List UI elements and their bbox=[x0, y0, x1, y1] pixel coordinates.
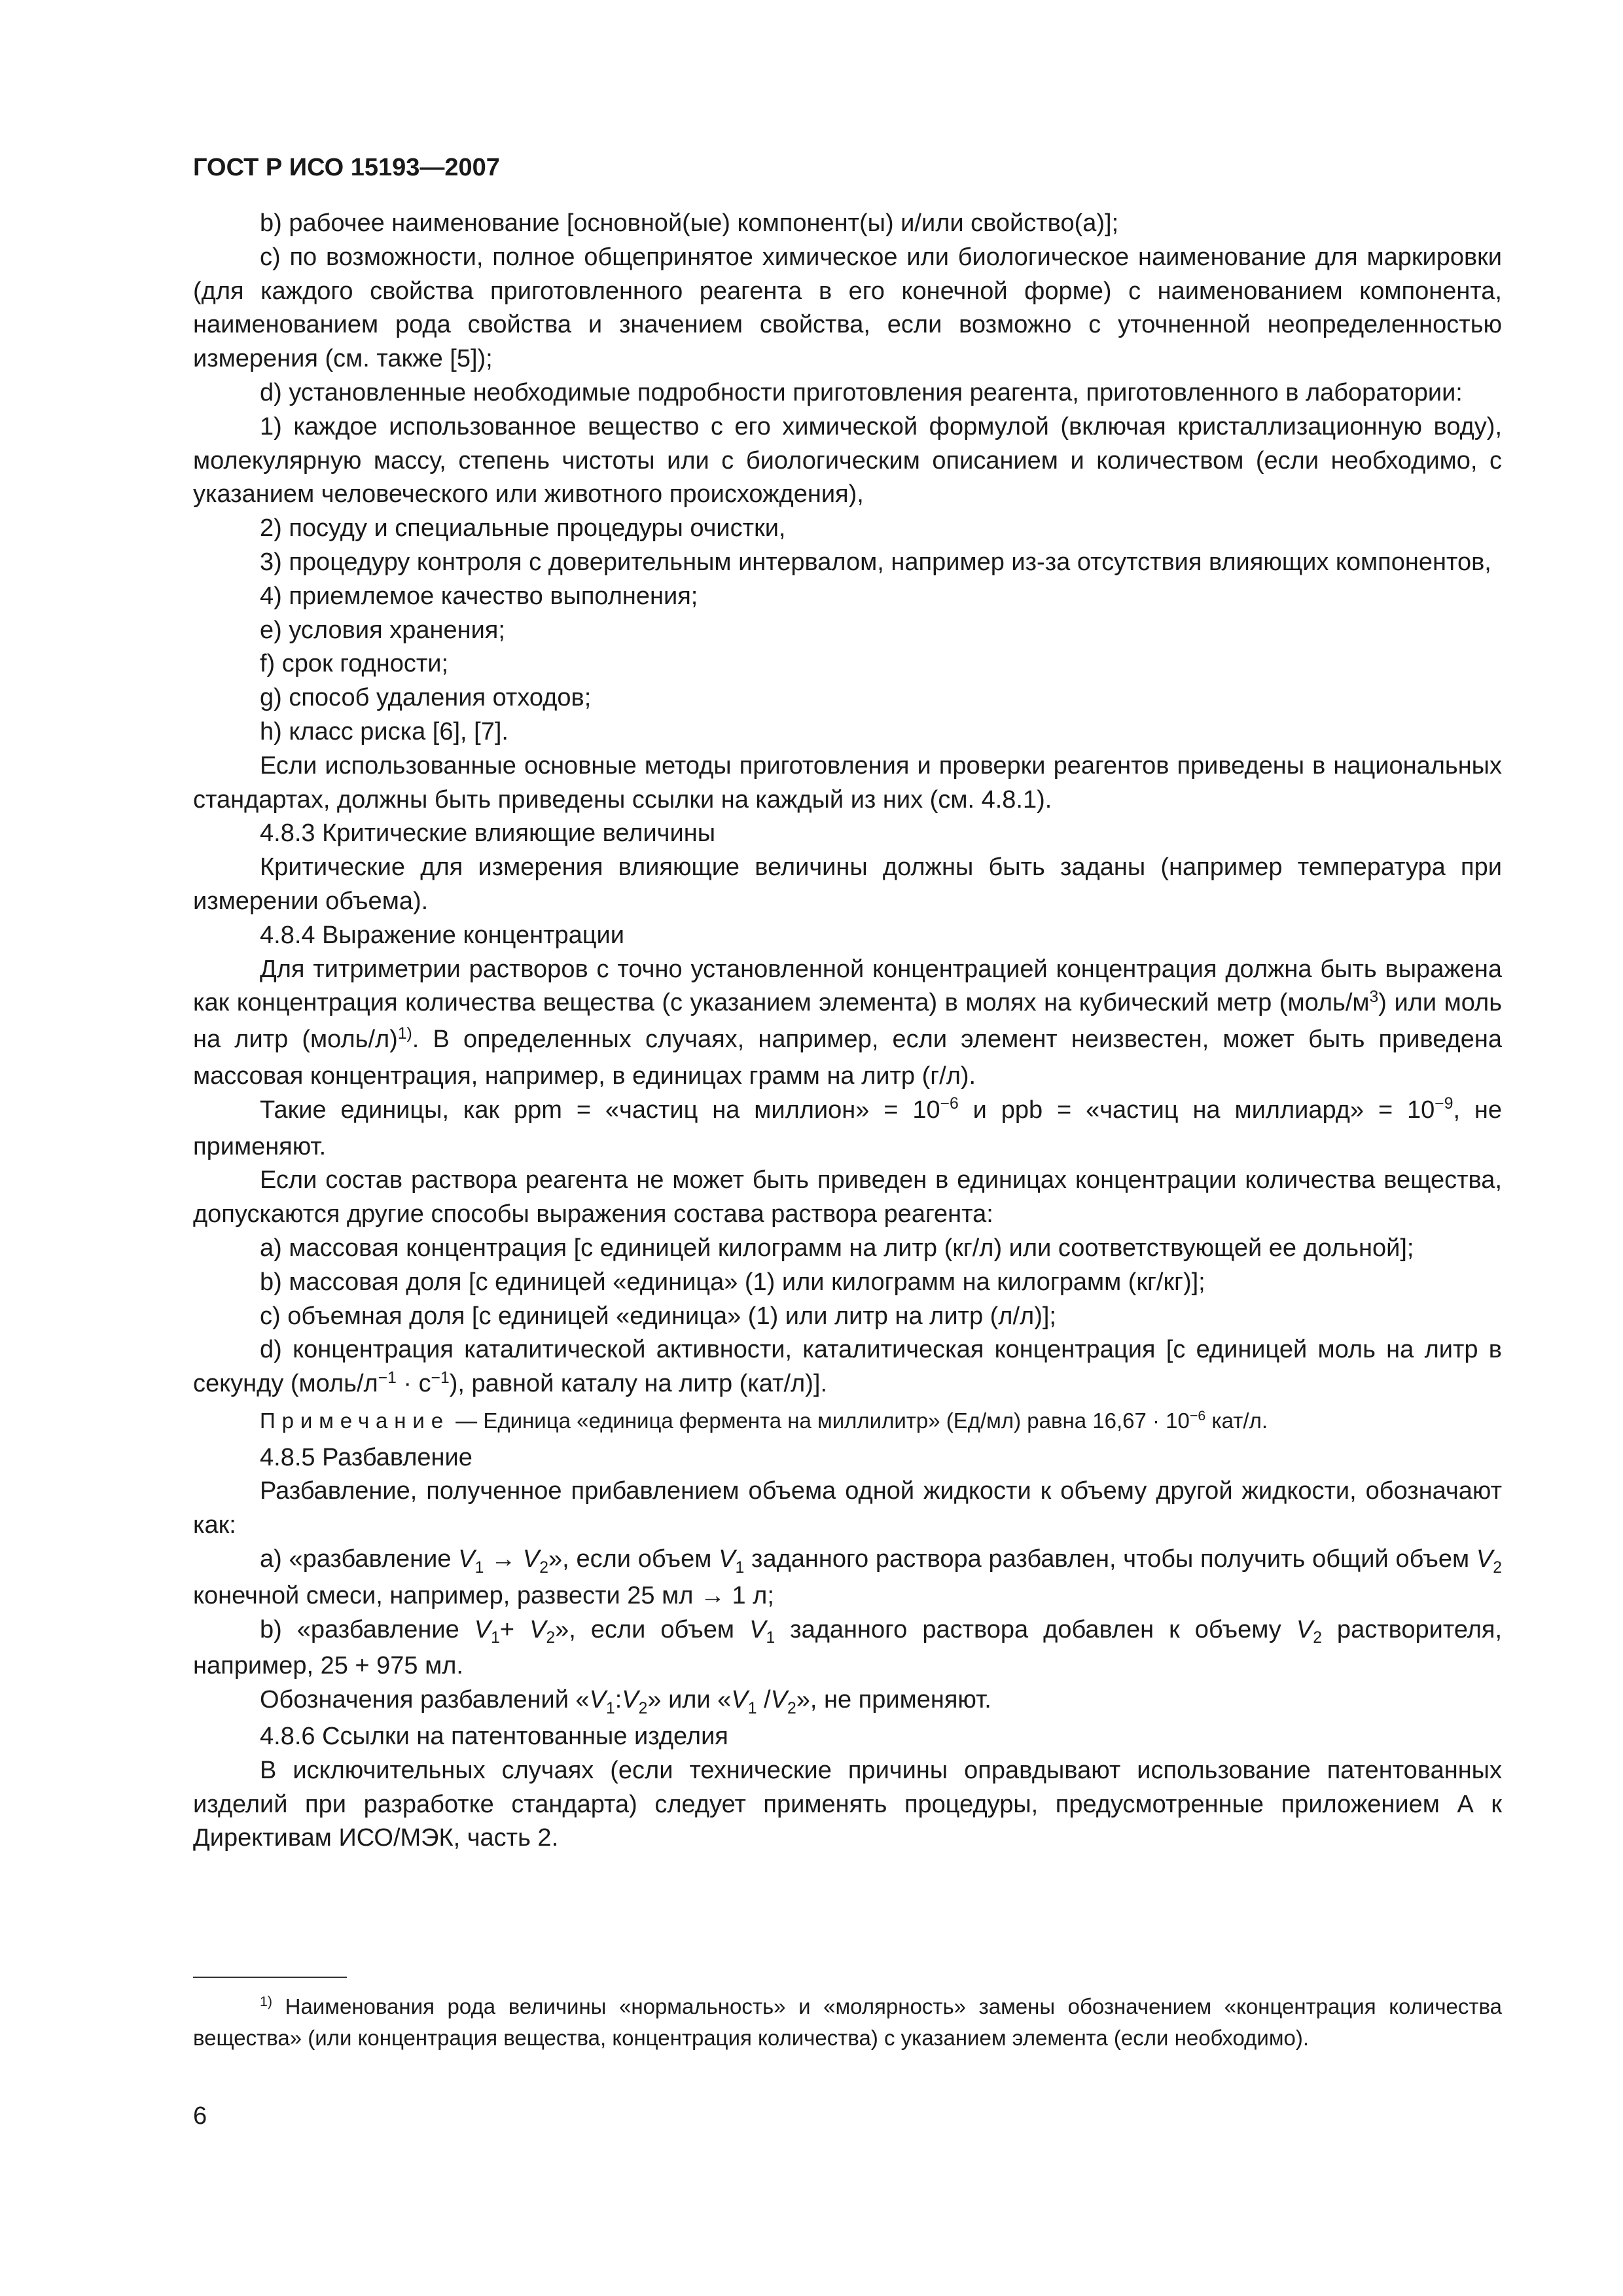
paragraph-titrimetry: Для титриметрии растворов с точно установленной концентрацией концентрация должна быть выражена как концентрация количества вещества (с указанием элемента) в молях на кубический метр $(моль/м^3)$ или моль на литр (моль/л)$^{1)}$. В определенных случаях, например, если элемент неизвестен, может быть приведена массовая концентрация, например, в единицах грамм на литр (г/л). bbox=[193, 955, 1502, 1090]
paragraph-critical-quantities: Критические для измерения влияющие величины должны быть заданы (например температура при измерении объема). bbox=[193, 853, 1502, 915]
item-b: b) рабочее наименование [основной(ые) компонент(ы) и/или свойство(а)]; bbox=[260, 209, 1119, 237]
item-d-1: 1) каждое использованное вещество с его химической формулой (включая кристаллизационную воду), молекулярную массу, степень чистоты или с биологическим описанием и количеством (если необходимо, с указанием человеческого или животного происхождения), bbox=[193, 412, 1502, 509]
item-c: c) по возможности, полное общепринятое химическое или биологическое наименование для маркировки (для каждого свойства приготовленного реагента в его конечной форме) с наименованием компонента, наименованием рода свойства и значением свойства, если возможно с уточненной неопределенностью измерения (см. также [5]); bbox=[193, 243, 1502, 373]
item-d-4: 4) приемлемое качество выполнения; bbox=[260, 582, 698, 610]
item-e: e) условия хранения; bbox=[260, 616, 505, 644]
paragraph-dilution: Разбавление, полученное прибавлением объема одной жидкости к объему другой жидкости, обозначают как: bbox=[193, 1477, 1502, 1539]
expression-item-c: c) объемная доля [с единицей «единица» (1) или литр на литр (л/л)]; bbox=[260, 1302, 1056, 1330]
section-heading-4-8-5: 4.8.5 Разбавление bbox=[260, 1443, 473, 1471]
section-heading-4-8-6: 4.8.6 Ссылки на патентованные изделия bbox=[260, 1723, 728, 1751]
item-d-2: 2) посуду и специальные процедуры очистки, bbox=[260, 514, 786, 543]
section-heading-4-8-3: 4.8.3 Критические влияющие величины bbox=[260, 819, 716, 848]
page-content bbox=[193, 154, 1502, 1856]
expression-item-a: a) массовая концентрация [с единицей килограмм на литр (кг/л) или соответствующей ее дольной]; bbox=[260, 1234, 1414, 1262]
footnote-divider bbox=[193, 1977, 347, 1978]
note: Примечание — Единица «единица фермента на миллилитр» (Ед/мл) равна $16,67 \cdot 10^{-6}$ кат/л. bbox=[260, 1408, 1268, 1433]
item-f: f) срок годности; bbox=[260, 650, 449, 678]
item-g: g) способ удаления отходов; bbox=[260, 684, 592, 712]
item-d: d) установленные необходимые подробности приготовления реагента, приготовленного в лаборатории: bbox=[260, 378, 1463, 406]
paragraph-national-standards: Если использованные основные методы приготовления и проверки реагентов приведены в национальных стандартах, должны быть приведены ссылки на каждый из них (см. 4.8.1). bbox=[193, 751, 1502, 814]
dilution-item-a: a) «разбавление $V_1 \to V_2$», если объем $V_1$ заданного раствора разбавлен, чтобы получить общий объем $V_2$ конечной смеси, например, развести 25 мл → 1 л; bbox=[193, 1545, 1502, 1609]
section-heading-4-8-4: 4.8.4 Выражение концентрации bbox=[260, 921, 624, 949]
page-number: 6 bbox=[193, 2102, 207, 2130]
item-d-3: 3) процедуру контроля с доверительным интервалом, например из-за отсутствия влияющих компонентов, bbox=[260, 548, 1491, 576]
footnote-text: Наименования рода величины «нормальность» и «молярность» замены обозначением «концентрация количества вещества» (или концентрация вещества, концентрация количества) с указанием элемента (если необходимо). bbox=[193, 1994, 1502, 2050]
footnote-mark: 1) bbox=[260, 1994, 273, 2010]
expression-item-d: d) концентрация каталитической активности, каталитическая концентрация [с единицей моль на литр в секунду $(моль/л^{-1} \cdot с^{-1})$, равной каталу на литр (кат/л)]. bbox=[193, 1336, 1502, 1398]
paragraph-dilution-notation: Обозначения разбавлений «$V_1:V_2$» или «$V_1$ $/V_2$», не применяют. bbox=[260, 1686, 991, 1717]
dilution-item-b: b) «разбавление $V_1+ V_2$», если объем $V_1$ заданного раствора добавлен к объему $V_2$ растворителя, например, 25 + 975 мл. bbox=[193, 1615, 1503, 1680]
expression-item-b: b) массовая доля [с единицей «единица» (1) или килограмм на килограмм (кг/кг)]; bbox=[260, 1268, 1205, 1296]
paragraph-patented-products: В исключительных случаях (если технические причины оправдывают использование патентованных изделий при разработке стандарта) следует применять процедуры, предусмотренные приложением А к Директивам ИСО/МЭК, часть 2. bbox=[193, 1756, 1502, 1852]
footnote bbox=[193, 1992, 1502, 2052]
document-body bbox=[193, 207, 1502, 1856]
document-header: ГОСТ Р ИСО 15193—2007 bbox=[193, 154, 500, 181]
paragraph-ppm-ppb: Такие единицы, как ppm = «частиц на миллион» = $10^{-6}$ и ppb = «частиц на миллиард» = $10^{-9}$, не применяют. bbox=[193, 1095, 1503, 1160]
paragraph-other-expressions: Если состав раствора реагента не может быть приведен в единицах концентрации количества вещества, допускаются другие способы выражения состава раствора реагента: bbox=[193, 1166, 1502, 1229]
item-h: h) класс риска [6], [7]. bbox=[260, 717, 508, 745]
